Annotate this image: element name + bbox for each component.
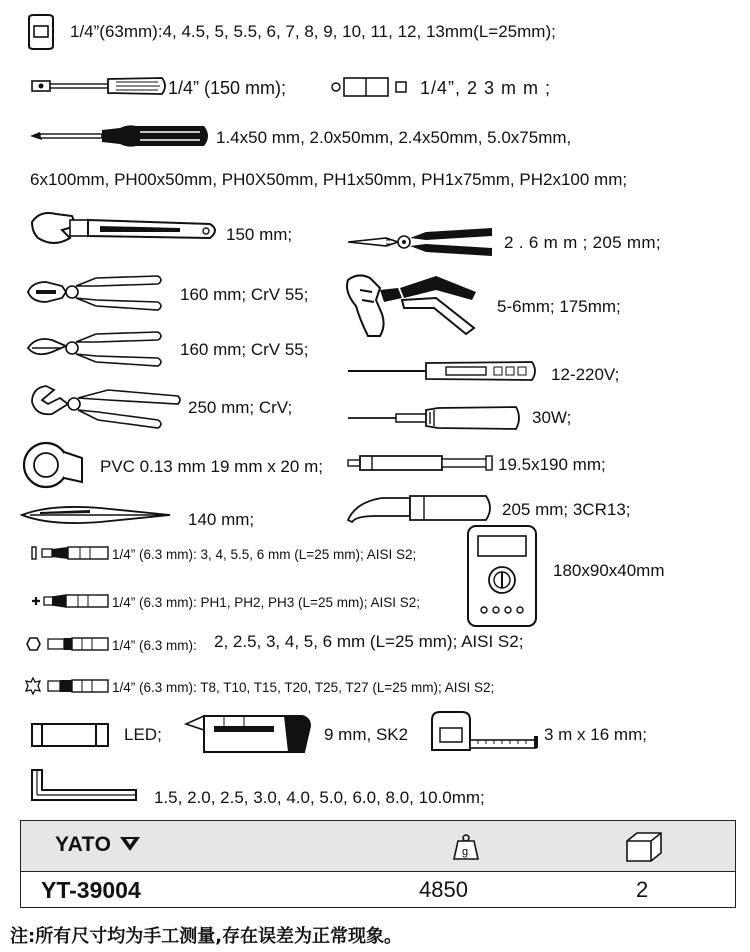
soldering-iron-spec: 30W; — [532, 408, 572, 427]
electrician-knife-spec: 205 mm; 3CR13; — [502, 500, 631, 519]
bits-hex-spec: 2, 2.5, 3, 4, 5, 6 mm (L=25 mm); AISI S2; — [214, 632, 524, 651]
long-nose-pliers-icon — [346, 226, 496, 260]
spinner-handle-icon — [30, 74, 170, 98]
model-number: YT-39004 — [41, 877, 141, 903]
quantity-value: 2 — [636, 877, 649, 902]
tweezers-icon — [20, 502, 172, 528]
multimeter-spec: 180x90x40mm — [553, 561, 665, 580]
electrician-knife-icon — [346, 492, 496, 526]
insulating-tape-spec: PVC 0.13 mm 19 mm x 20 m; — [100, 457, 323, 476]
hex-key-icon — [28, 768, 140, 802]
sockets-spec: 1/4”(63mm):4, 4.5, 5, 5.5, 6, 7, 8, 9, 10, 11, 12, 13mm(L=25mm); — [70, 22, 556, 41]
brand-name: YATO — [55, 833, 112, 856]
hex-keys-spec: 1.5, 2.0, 2.5, 3.0, 4.0, 5.0, 6.0, 8.0, 10.0mm; — [154, 788, 485, 807]
tweezers-spec: 140 mm; — [188, 510, 255, 529]
flashlight-icon — [30, 720, 110, 750]
socket-icon — [26, 14, 56, 50]
tape-measure-spec: 3 m x 16 mm; — [544, 725, 647, 744]
desoldering-pump-spec: 19.5x190 mm; — [498, 455, 606, 474]
adapter-spec: 1/4”, 2 3 m m ; — [420, 78, 552, 98]
bit-hex-icon — [24, 634, 110, 654]
screwdriver-icon — [28, 122, 212, 150]
water-pump-pliers-icon — [28, 380, 184, 430]
wire-stripper-icon — [340, 270, 480, 340]
screwdrivers-spec-line2: 6x100mm, PH00x50mm, PH0X50mm, PH1x50mm, PH1x75mm, PH2x100 mm; — [30, 170, 628, 189]
table-header — [21, 821, 735, 872]
adjustable-wrench-icon — [30, 208, 222, 252]
voltage-tester-icon — [346, 358, 540, 384]
adjustable-wrench-spec: 150 mm; — [226, 225, 293, 244]
flashlight-spec: LED; — [124, 725, 162, 744]
weight-value: 4850 — [419, 877, 468, 902]
bits-phillips-spec: 1/4” (6.3 mm): PH1, PH2, PH3 (L=25 mm); AISI S2; — [112, 595, 420, 610]
combination-pliers-icon — [26, 272, 166, 314]
bit-phillips-icon — [28, 592, 110, 610]
adapter-icon — [330, 76, 410, 98]
box-icon — [625, 831, 663, 863]
bits-torx-spec: 1/4” (6.3 mm): T8, T10, T15, T20, T25, T27 (L=25 mm); AISI S2; — [112, 680, 495, 695]
soldering-iron-icon — [346, 404, 522, 432]
long-nose-pliers-spec: 2 . 6 m m ; 205 mm; — [504, 233, 661, 252]
combination-pliers-spec: 160 mm; CrV 55; — [180, 285, 309, 304]
voltage-tester-spec: 12-220V; — [551, 365, 620, 384]
insulating-tape-icon — [20, 440, 84, 490]
weight-icon — [453, 833, 479, 861]
tape-measure-icon — [428, 710, 540, 756]
multimeter-icon — [466, 524, 538, 628]
utility-knife-icon — [184, 712, 314, 756]
water-pump-pliers-spec: 250 mm; CrV; — [188, 398, 293, 417]
handle-spec: 1/4” (150 mm); — [168, 78, 287, 98]
brand-logo — [55, 833, 142, 857]
diagonal-pliers-icon — [26, 328, 166, 370]
utility-knife-spec: 9 mm, SK2 — [324, 725, 409, 744]
footnote: 注:所有尺寸均为手工测量,存在误差为正常现象。 — [10, 926, 403, 947]
bit-torx-icon — [24, 676, 110, 696]
bits-hex-prefix: 1/4” (6.3 mm): — [112, 638, 197, 653]
bit-slotted-icon — [30, 544, 110, 562]
table-row — [21, 871, 735, 909]
yato-logo-mark — [118, 835, 142, 853]
svg-text:g: g — [462, 846, 469, 858]
product-table — [20, 820, 736, 908]
wire-stripper-spec: 5-6mm; 175mm; — [497, 297, 621, 316]
bits-slotted-spec: 1/4” (6.3 mm): 3, 4, 5.5, 6 mm (L=25 mm); AISI S2; — [112, 547, 417, 562]
screwdrivers-spec-line1: 1.4x50 mm, 2.0x50mm, 2.4x50mm, 5.0x75mm, — [216, 128, 572, 147]
desoldering-pump-icon — [346, 452, 496, 474]
diagonal-pliers-spec: 160 mm; CrV 55; — [180, 340, 309, 359]
